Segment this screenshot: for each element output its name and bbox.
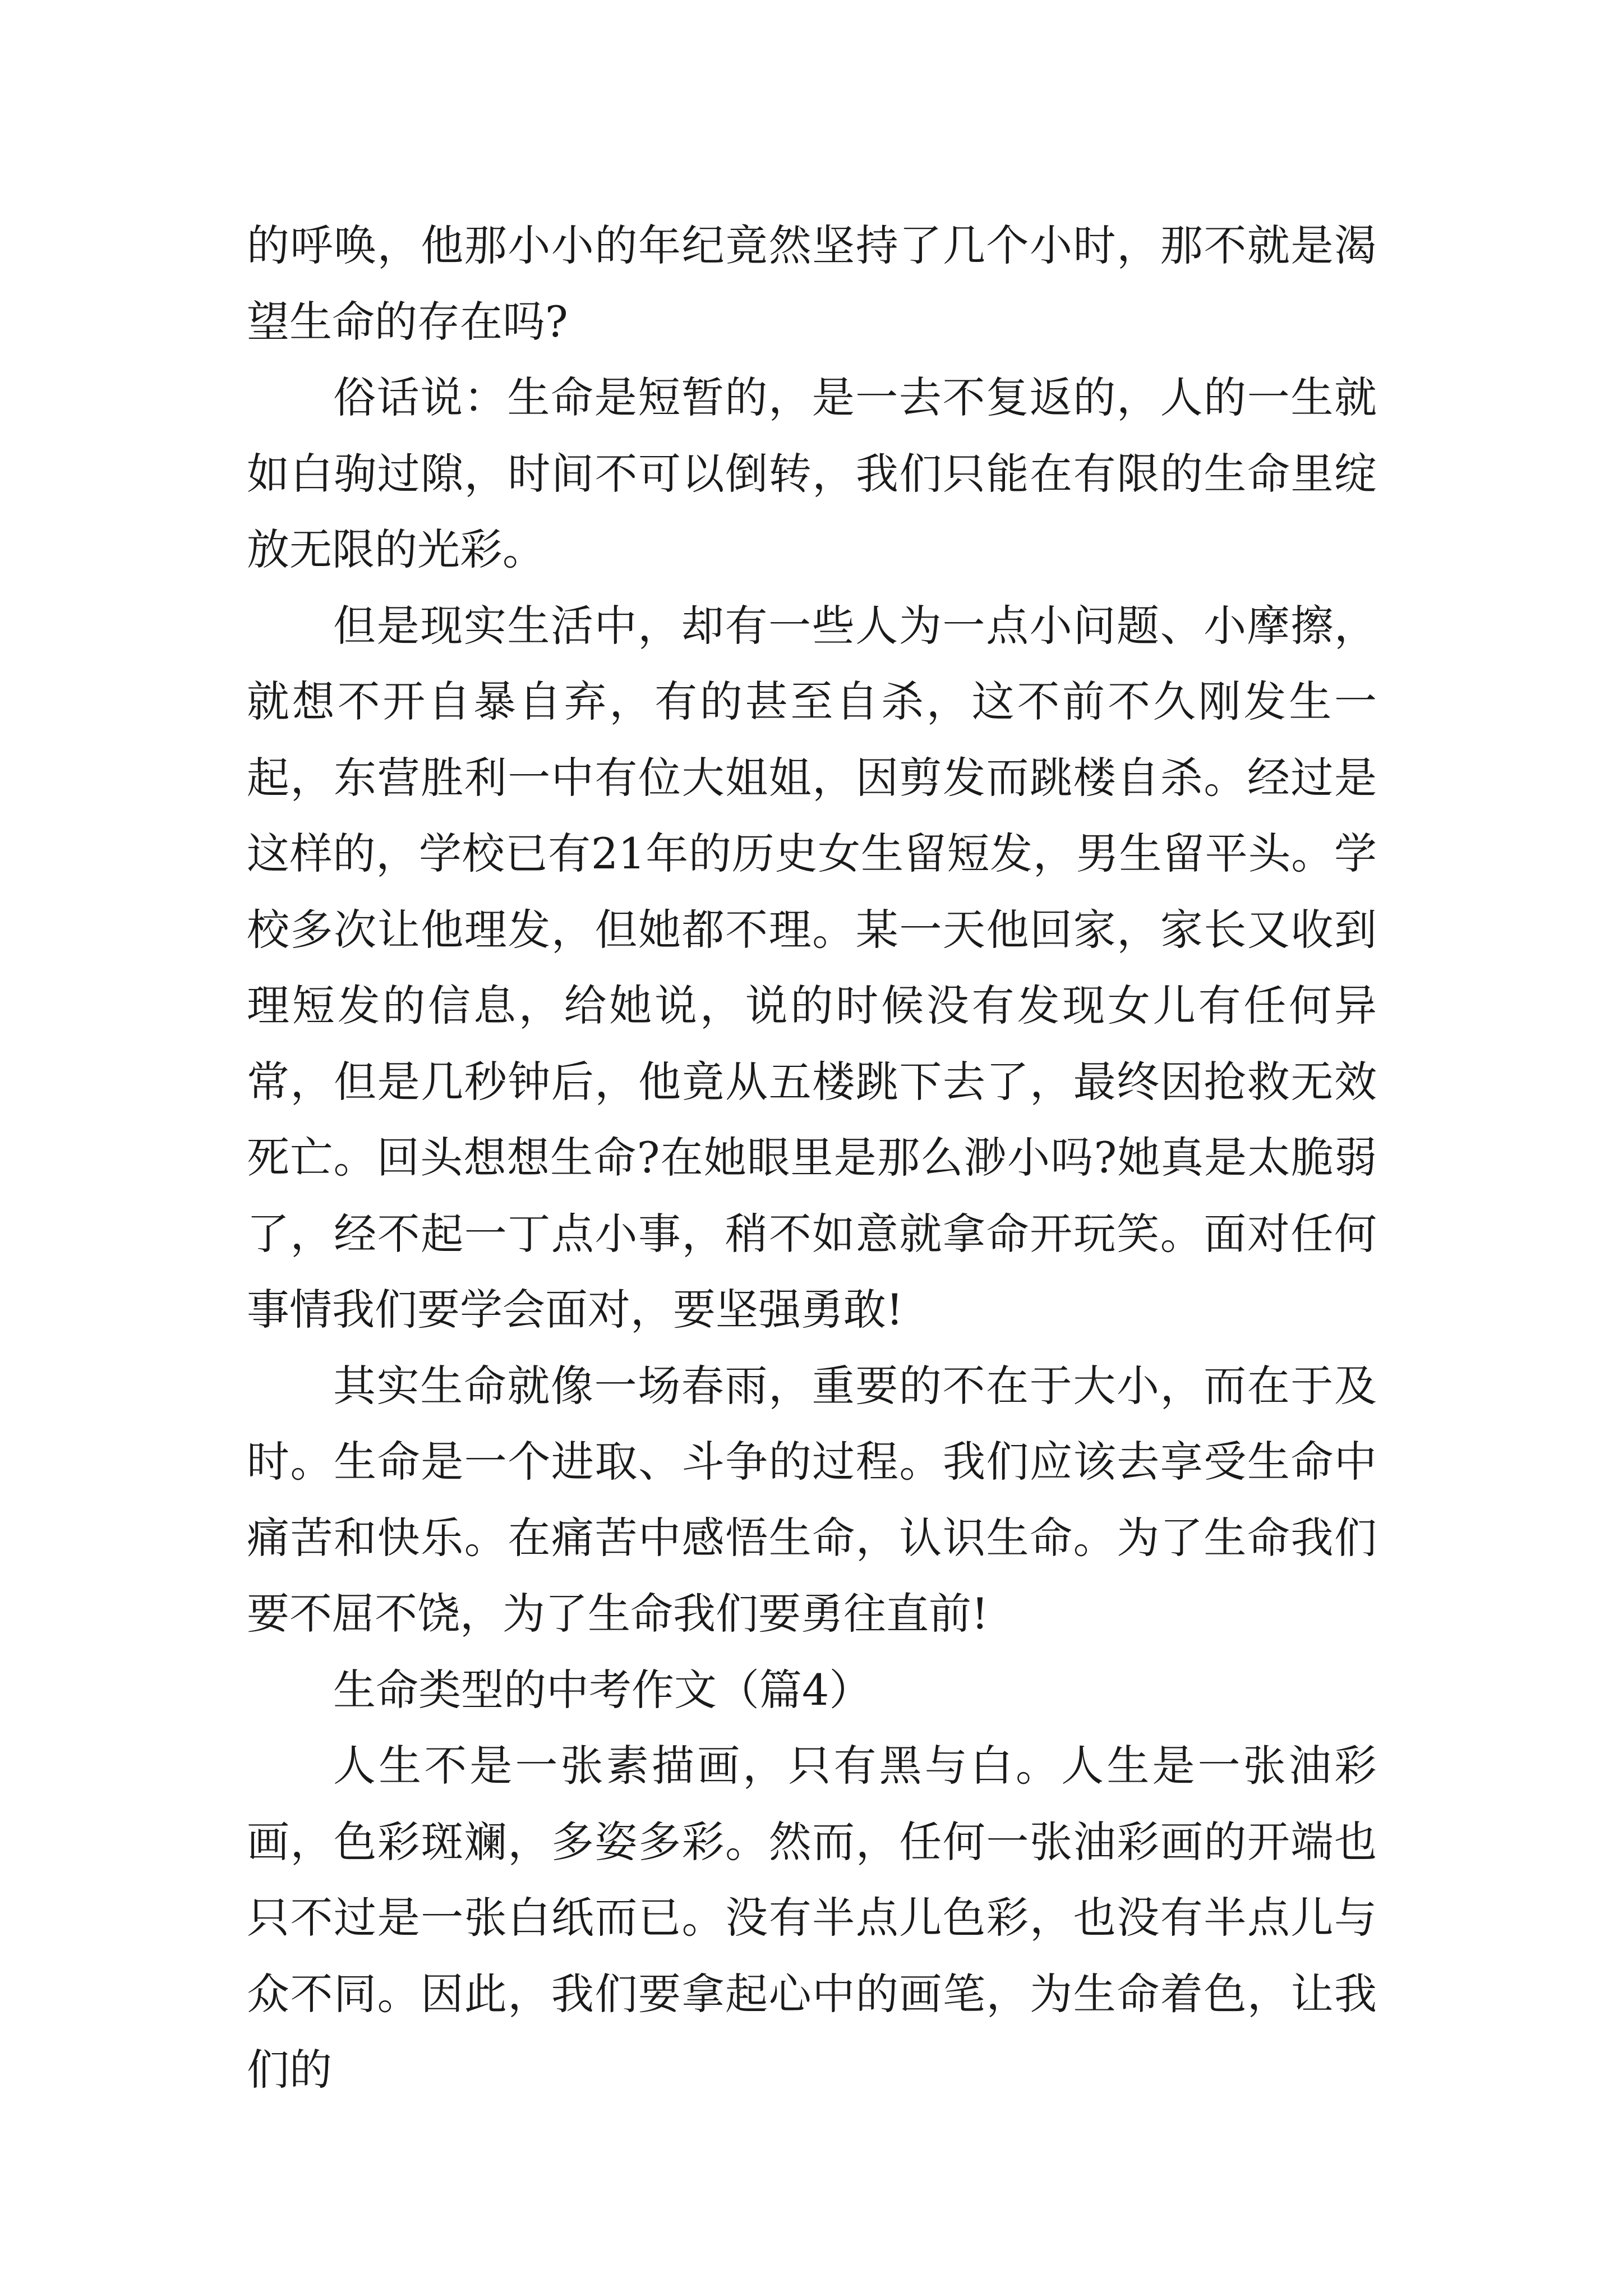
document-page bbox=[247, 208, 1377, 2108]
section-heading: 生命类型的中考作文（篇4） bbox=[333, 1664, 872, 1715]
paragraph-conclusion: 其实生命就像一场春雨，重要的不在于大小，而在于及时。生命是一个进取、斗争的过程。我们应该去享受生命中痛苦和快乐。在痛苦中感悟生命，认识生命。为了生命我们要不屈不饶，为了生命我们要勇往直前! bbox=[247, 1360, 1377, 1639]
paragraph-essay4-intro: 人生不是一张素描画，只有黑与白。人生是一张油彩画，色彩斑斓，多姿多彩。然而，任何一张油彩画的开端也只不过是一张白纸而已。没有半点儿色彩，也没有半点儿与众不同。因此，我们要拿起心中的画笔，为生命着色，让我们的 bbox=[247, 1741, 1377, 2095]
paragraph-continuation: 的呼唤，他那小小的年纪竟然坚持了几个小时，那不就是渴望生命的存在吗? bbox=[247, 220, 1377, 347]
paragraph-story: 但是现实生活中，却有一些人为一点小问题、小摩擦，就想不开自暴自弃，有的甚至自杀，这不前不久刚发生一起，东营胜利一中有位大姐姐，因剪发而跳楼自杀。经过是这样的，学校已有21年的历史女生留短发，男生留平头。学校多次让他理发，但她都不理。某一天他回家，家长又收到理短发的信息，给她说，说的时候没有发现女儿有任何异常，但是几秒钟后，他竟从五楼跳下去了，最终因抢救无效死亡。回头想想生命?在她眼里是那么渺小吗?她真是太脆弱了，经不起一丁点小事，稍不如意就拿命开玩笑。面对任何事情我们要学会面对，要坚强勇敢! bbox=[247, 600, 1377, 1335]
paragraph-proverb: 俗话说：生命是短暂的，是一去不复返的，人的一生就如白驹过隙，时间不可以倒转，我们只能在有限的生命里绽放无限的光彩。 bbox=[247, 372, 1377, 574]
